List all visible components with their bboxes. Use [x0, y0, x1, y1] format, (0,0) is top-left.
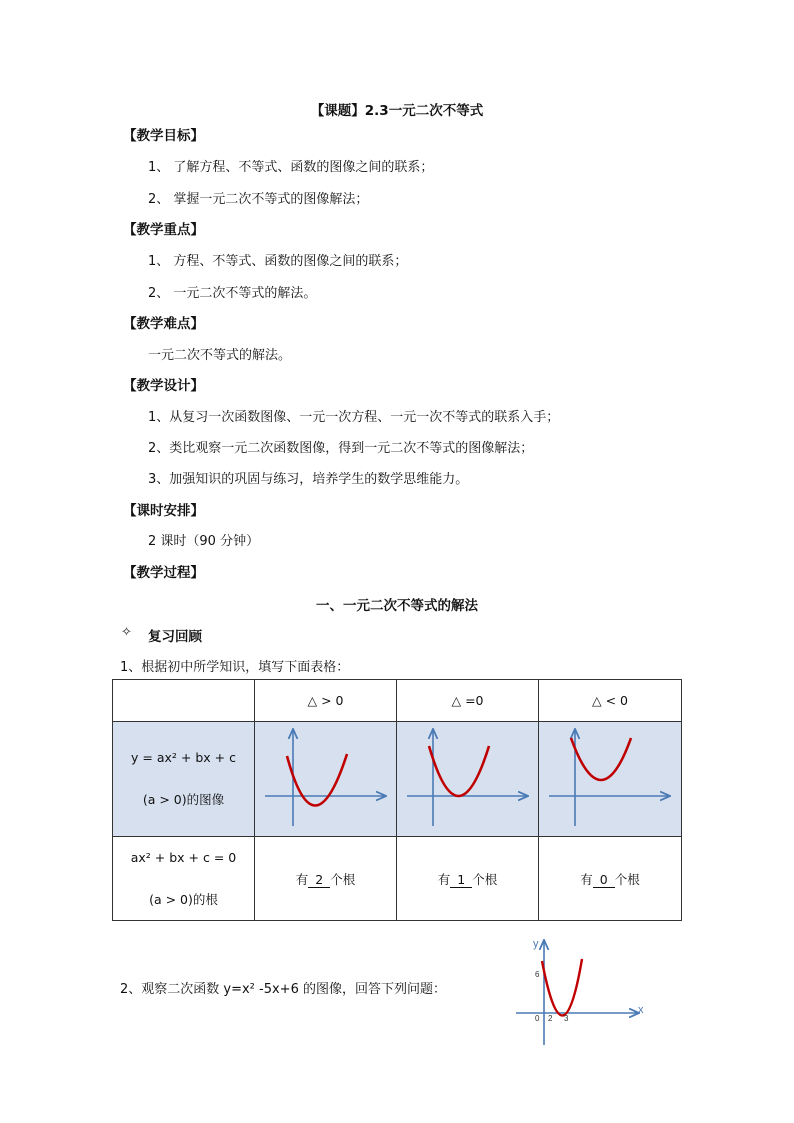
parabola-two-roots-graph [255, 722, 397, 836]
schedule-heading: 【课时安排】 [123, 503, 204, 519]
table-header-cell: △ > 0 [255, 680, 397, 722]
roots-answer-blank: 1 [450, 872, 472, 888]
objectives-heading: 【教学目标】 [123, 128, 204, 144]
quadratic-function-figure [510, 935, 650, 1050]
difficulties-heading: 【教学难点】 [123, 316, 204, 332]
tick-label-0: 0 [535, 1014, 540, 1023]
equation-condition-label: (a > 0)的根 [149, 891, 218, 907]
difficulties-text: 一元二次不等式的解法。 [148, 348, 292, 363]
design-heading: 【教学设计】 [123, 378, 204, 394]
function-label: y = ax² + bx + c [131, 750, 236, 765]
roots-suffix: 个根 [614, 871, 640, 887]
objective-item: 2、 掌握一元二次不等式的图像解法； [148, 192, 369, 207]
roots-prefix: 有 [437, 871, 451, 887]
objective-item: 1、 了解方程、不等式、函数的图像之间的联系； [148, 160, 434, 175]
table-header-cell [113, 680, 255, 722]
question-1: 1、根据初中所学知识，填写下面表格： [120, 660, 350, 675]
schedule-text: 2 课时（90 分钟） [148, 534, 260, 549]
section-title: 一、一元二次不等式的解法 [316, 598, 478, 614]
parabola-one-root-graph [397, 722, 539, 836]
equation-label: ax² + bx + c = 0 [130, 849, 237, 865]
review-label: 复习回顾 [148, 629, 202, 645]
parabola-curve [571, 738, 631, 780]
graph-row-label [113, 722, 255, 837]
table-header-row [113, 680, 682, 722]
key-point-item: 1、 方程、不等式、函数的图像之间的联系； [148, 254, 408, 269]
lesson-title: 【课题】2.3一元二次不等式 [310, 103, 484, 119]
roots-prefix: 有 [580, 871, 593, 887]
table-header-cell: △ =0 [397, 680, 539, 722]
design-item: 2、类比观察一元二次函数图像，得到一元二次不等式的图像解法； [148, 441, 534, 456]
table-row-roots [113, 837, 682, 921]
graph-cell-one-root [397, 722, 539, 837]
y-axis-label: y [533, 938, 539, 950]
process-heading: 【教学过程】 [123, 565, 204, 581]
roots-answer-blank: 2 [308, 872, 330, 888]
parabola-curve [429, 746, 489, 796]
graph-cell-no-roots [539, 722, 682, 837]
roots-cell [397, 837, 539, 921]
parabola-curve [287, 754, 347, 806]
key-points-heading: 【教学重点】 [123, 222, 204, 238]
roots-cell [539, 837, 682, 921]
discriminant-table [112, 679, 682, 921]
parabola-curve [542, 959, 582, 1016]
tick-label-3: 3 [564, 1014, 569, 1023]
function-condition-label: (a > 0)的图像 [142, 792, 225, 807]
design-item: 3、加强知识的巩固与练习，培养学生的数学思维能力。 [148, 472, 469, 487]
x-axis-label: x [638, 1004, 644, 1016]
design-item: 1、从复习一次函数图像、一元一次方程、一元一次不等式的联系入手； [148, 410, 560, 425]
parabola-no-roots-graph [539, 722, 682, 836]
roots-prefix: 有 [295, 871, 309, 887]
roots-row-label [113, 837, 255, 921]
graph-cell-two-roots [255, 722, 397, 837]
key-point-item: 2、 一元二次不等式的解法。 [148, 286, 317, 301]
roots-suffix: 个根 [472, 871, 498, 887]
question-2: 2、观察二次函数 y=x² -5x+6 的图像，回答下列问题： [120, 982, 446, 997]
table-header-cell: △ < 0 [539, 680, 682, 722]
review-bullet-icon: ✧ [121, 625, 132, 640]
roots-answer-blank: 0 [593, 872, 615, 888]
tick-label-6: 6 [535, 970, 540, 979]
table-row-graphs [113, 722, 682, 837]
roots-suffix: 个根 [330, 871, 356, 887]
tick-label-2: 2 [548, 1014, 553, 1023]
roots-cell [255, 837, 397, 921]
